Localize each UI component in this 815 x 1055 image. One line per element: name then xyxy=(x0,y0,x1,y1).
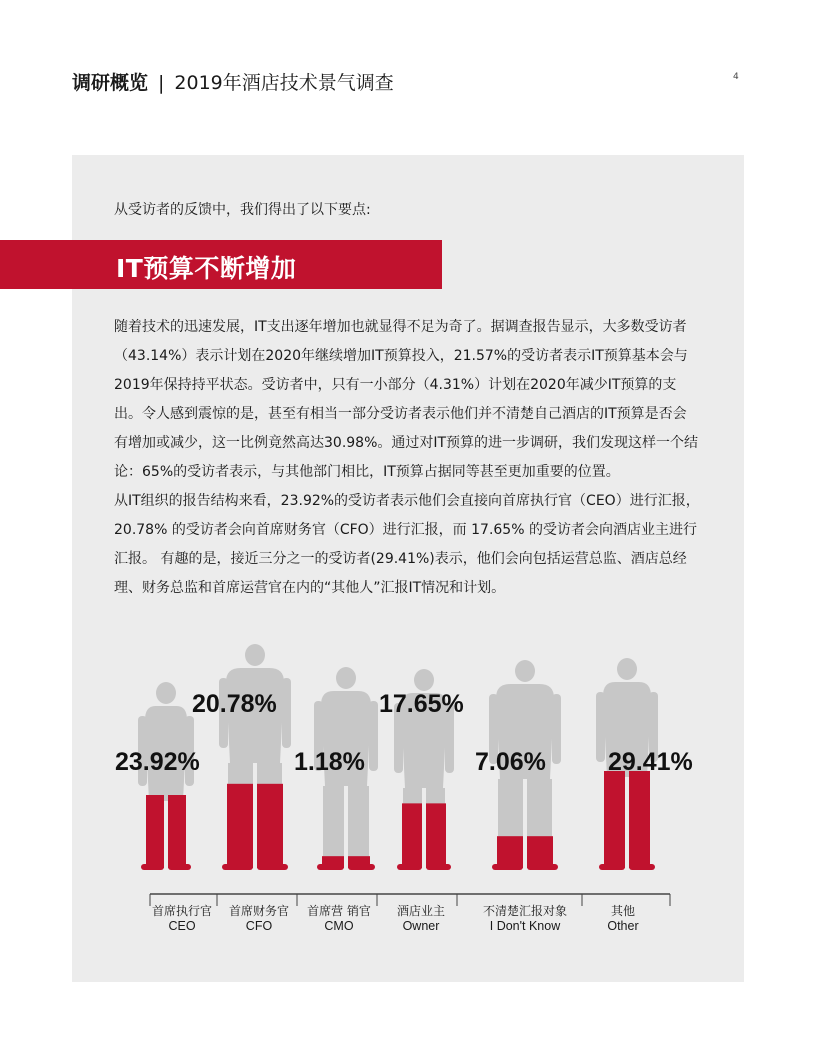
value-fill xyxy=(527,836,553,868)
category-label-en: CFO xyxy=(245,919,273,933)
category-label xyxy=(568,904,678,934)
figure-arm xyxy=(369,701,378,771)
value-fill xyxy=(604,771,625,868)
value-fill xyxy=(426,803,446,868)
value-fill xyxy=(257,784,283,868)
figure-foot xyxy=(527,864,558,870)
value-fill xyxy=(168,795,186,868)
figure-head xyxy=(336,667,356,689)
category-label xyxy=(366,904,476,934)
category-label-en: CEO xyxy=(168,919,196,933)
value-label: 17.65% xyxy=(379,690,464,718)
value-label: 7.06% xyxy=(475,748,546,776)
figure-foot xyxy=(141,864,164,870)
figure-foot xyxy=(317,864,344,870)
figure-foot xyxy=(257,864,288,870)
figure-arm xyxy=(596,692,605,762)
category-label-en: I Don't Know xyxy=(489,919,561,933)
figure-head xyxy=(245,644,265,666)
figure-foot xyxy=(348,864,375,870)
value-fill xyxy=(227,784,253,868)
figure-head xyxy=(414,669,434,691)
figure-arm xyxy=(282,678,291,748)
figure-head xyxy=(617,658,637,680)
page-number: 4 xyxy=(733,72,739,82)
value-fill xyxy=(146,795,164,868)
figure-head xyxy=(515,660,535,682)
paragraph-reporting: 从IT组织的报告结构来看，23.92%的受访者表示他们会直接向首席执行官（CEO）进行汇报，20.78% 的受访者会向首席财务官（CFO）进行汇报，而 17.65% 的受访者会向酒店业主进行汇报。 有趣的是，接近三分之一的受访者(29.41%)表示，他们会向包括运营总监、酒店总经理、财务总监和首席运营官在内的“其他人”汇报IT情况和计划。 xyxy=(114,493,700,596)
figure-arm xyxy=(552,694,561,764)
figure-leg xyxy=(323,786,344,868)
category-label-cn: 其他 xyxy=(610,904,635,918)
category-label-cn: 不清楚汇报对象 xyxy=(482,904,567,918)
header-separator: | xyxy=(158,72,165,94)
figure-foot xyxy=(168,864,191,870)
value-fill xyxy=(402,803,422,868)
category-label-cn: 首席营 销官 xyxy=(307,904,371,918)
figure-foot xyxy=(426,864,451,870)
value-fill xyxy=(629,771,650,868)
category-label-cn: 首席财务官 xyxy=(228,904,289,918)
figure-foot xyxy=(222,864,253,870)
figure-foot xyxy=(599,864,625,870)
person-figure xyxy=(219,644,291,870)
body-text xyxy=(114,313,700,603)
value-label: 29.41% xyxy=(608,748,693,776)
figure-foot xyxy=(629,864,655,870)
intro-text: 从受访者的反馈中，我们得出了以下要点: xyxy=(114,202,371,218)
value-fill xyxy=(497,836,523,868)
figure-head xyxy=(156,682,176,704)
category-label-cn: 首席执行官 xyxy=(151,904,212,918)
value-label: 20.78% xyxy=(192,690,277,718)
section-title: IT预算不断增加 xyxy=(116,254,297,283)
page-header xyxy=(72,70,394,96)
figure-foot xyxy=(492,864,523,870)
figure-leg xyxy=(348,786,369,868)
category-label-en: CMO xyxy=(324,919,354,933)
category-label-en: Other xyxy=(607,919,639,933)
category-label-en: Owner xyxy=(402,919,440,933)
figure-foot xyxy=(397,864,422,870)
value-label: 23.92% xyxy=(115,748,200,776)
category-label xyxy=(470,904,580,934)
header-title: 2019年酒店技术景气调查 xyxy=(174,72,394,94)
header-section: 调研概览 xyxy=(72,72,149,94)
paragraph-budget: 随着技术的迅速发展，IT支出逐年增加也就显得不足为奇了。据调查报告显示，大多数受访者（43.14%）表示计划在2020年继续增加IT预算投入，21.57%的受访者表示IT预算基本会与2019年保持持平状态。受访者中，只有一小部分（4.31%）计划在2020年减少IT预算的支出。令人感到震惊的是，甚至有相当一部分受访者表示他们并不清楚自己酒店的IT预算是否会有增加或减少，这一比例竟然高达30.98%。通过对IT预算的进一步调研，我们发现这样一个结论：65%的受访者表示，与其他部门相比，IT预算占据同等甚至更加重要的位置。 xyxy=(114,319,699,480)
category-label-cn: 酒店业主 xyxy=(396,904,445,918)
value-label: 1.18% xyxy=(294,748,365,776)
